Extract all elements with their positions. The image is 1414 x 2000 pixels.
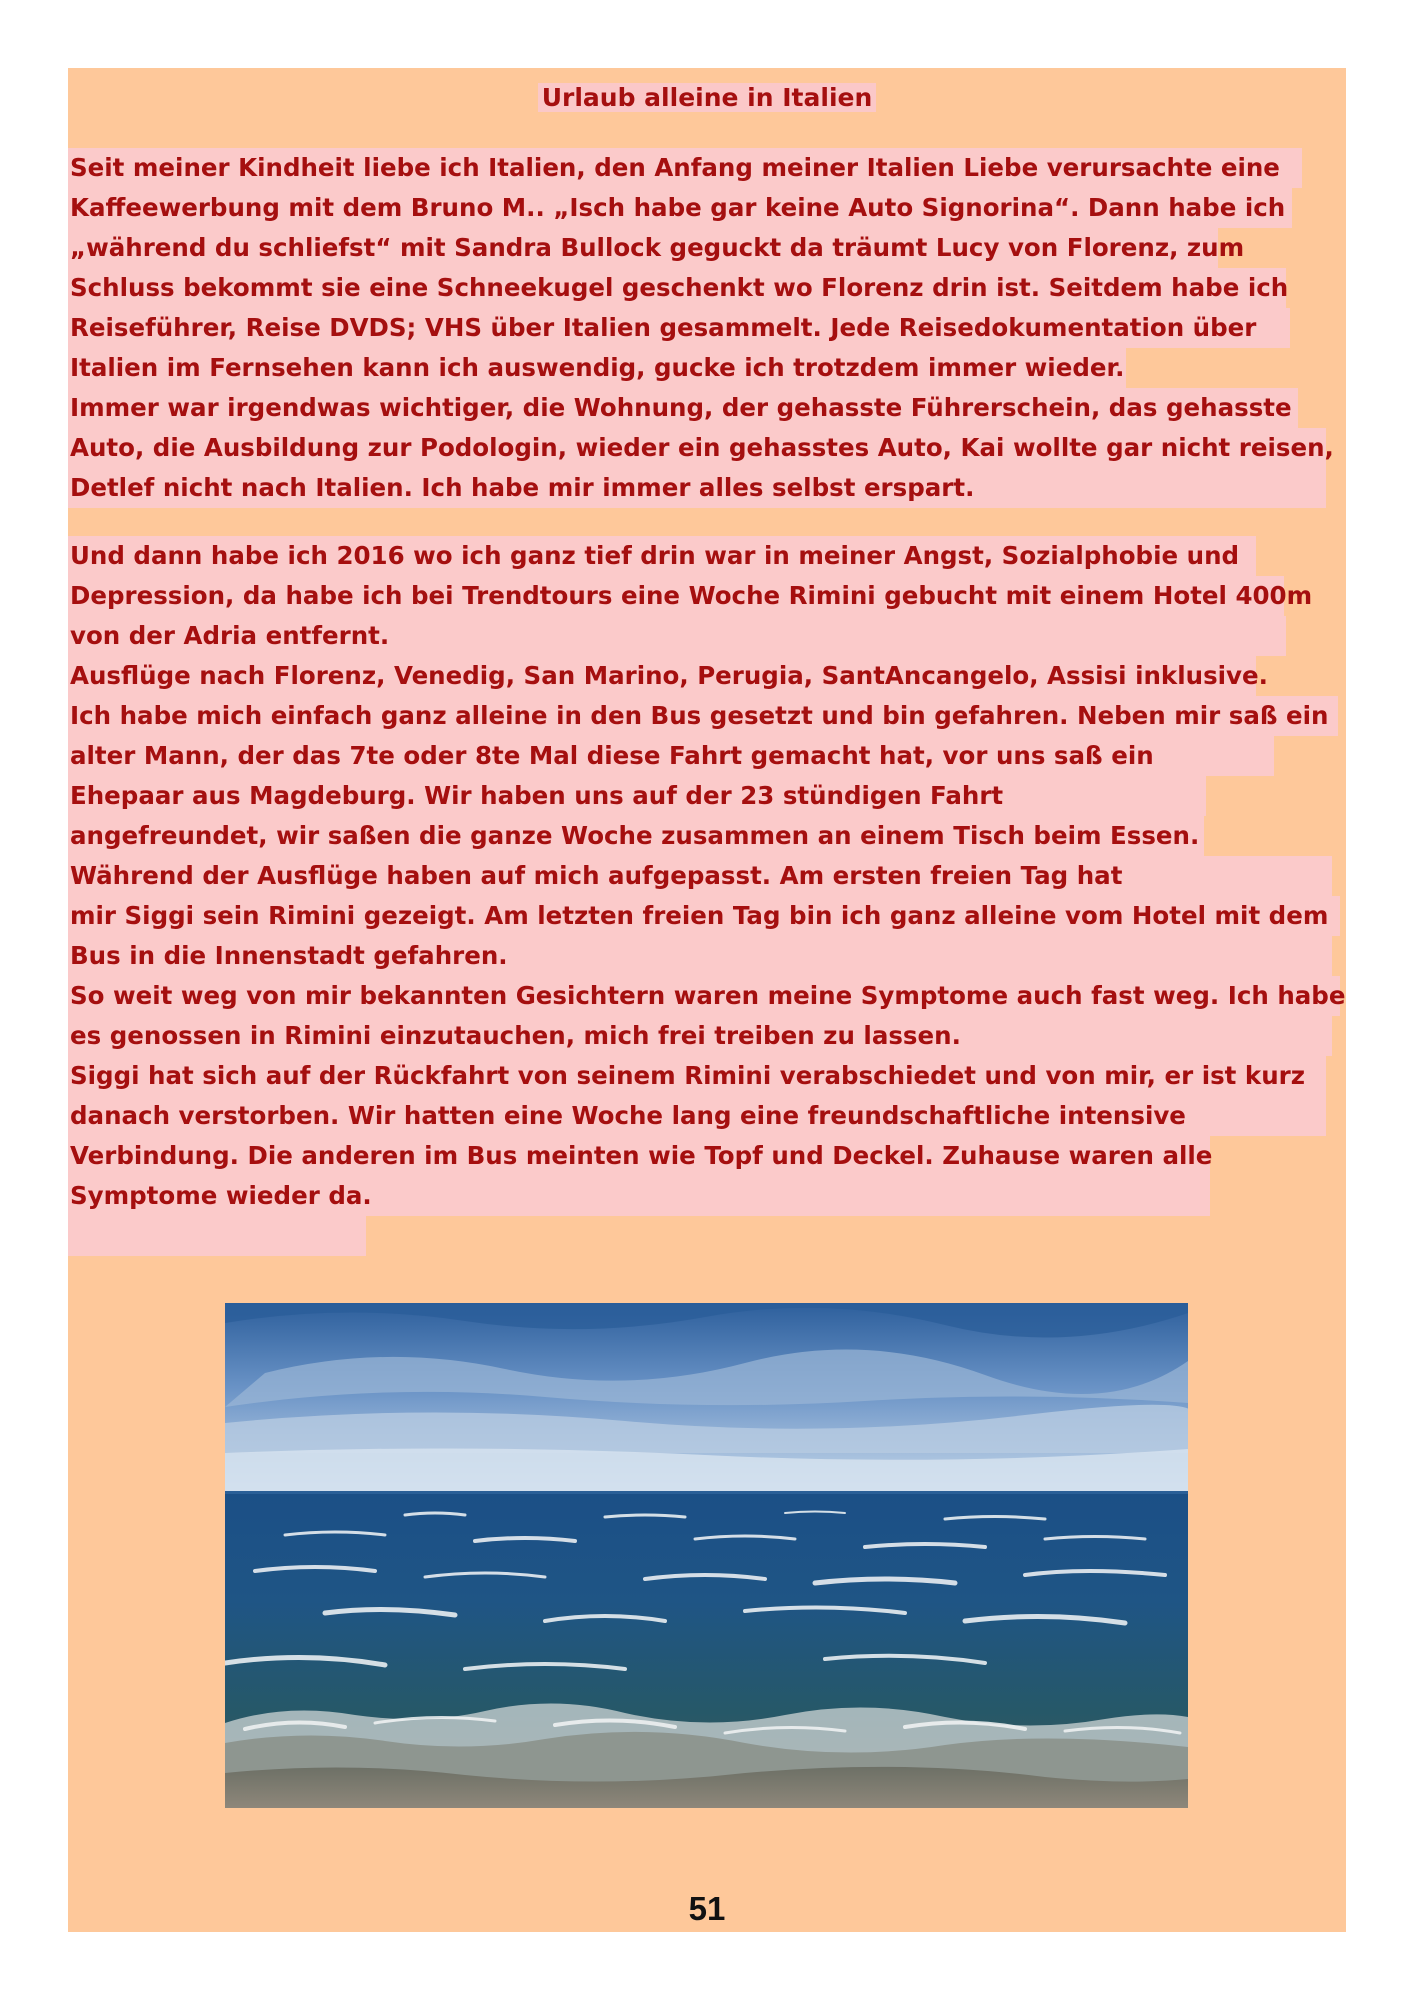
page-number: 51 (688, 1890, 726, 1927)
text-line: mir Siggi sein Rimini gezeigt. Am letzten freien Tag bin ich ganz alleine vom Hotel mit dem (68, 896, 1340, 936)
text-line: Depression, da habe ich bei Trendtours eine Woche Rimini gebucht mit einem Hotel 400m (68, 576, 1284, 616)
text-line: Während der Ausflüge haben auf mich aufgepasst. Am ersten freien Tag hat (68, 856, 1332, 896)
text-line: Ausflüge nach Florenz, Venedig, San Marino, Perugia, SantAncangelo, Assisi inklusive. (68, 656, 1256, 696)
page-title (0, 80, 1414, 116)
page-title-text: Urlaub alleine in Italien (538, 83, 877, 112)
text-line: Schluss bekommt sie eine Schneekugel geschenkt wo Florenz drin ist. Seitdem habe ich (68, 268, 1286, 308)
text-line: danach verstorben. Wir hatten eine Woche lang eine freundschaftliche intensive (68, 1096, 1326, 1136)
text-line: Kaffeewerbung mit dem Bruno M.. „Isch habe gar keine Auto Signorina“. Dann habe ich (68, 188, 1292, 228)
text-line: Immer war irgendwas wichtiger, die Wohnung, der gehasste Führerschein, das gehasste (68, 388, 1298, 428)
text-line: Ehepaar aus Magdeburg. Wir haben uns auf der 23 stündigen Fahrt (68, 776, 1206, 816)
text-line: „während du schliefst“ mit Sandra Bullock geguckt da träumt Lucy von Florenz, zum (68, 228, 1218, 268)
sea-photo (225, 1303, 1188, 1808)
empty-highlight-line (68, 1216, 366, 1256)
text-line: es genossen in Rimini einzutauchen, mich frei treiben zu lassen. (68, 1016, 1332, 1056)
text-line: So weit weg von mir bekannten Gesichtern waren meine Symptome auch fast weg. Ich habe (68, 976, 1340, 1016)
text-line: von der Adria entfernt. (68, 616, 1286, 656)
text-line: Und dann habe ich 2016 wo ich ganz tief drin war in meiner Angst, Sozialphobie und (68, 536, 1256, 576)
text-line: Ich habe mich einfach ganz alleine in den Bus gesetzt und bin gefahren. Neben mir saß ein (68, 696, 1338, 736)
text-line: Seit meiner Kindheit liebe ich Italien, den Anfang meiner Italien Liebe verursachte eine (68, 148, 1302, 188)
text-line: alter Mann, der das 7te oder 8te Mal diese Fahrt gemacht hat, vor uns saß ein (68, 736, 1274, 776)
text-line: Reiseführer, Reise DVDS; VHS über Italien gesammelt. Jede Reisedokumentation über (68, 308, 1290, 348)
text-line: Verbindung. Die anderen im Bus meinten wie Topf und Deckel. Zuhause waren alle (68, 1136, 1210, 1176)
text-line: Bus in die Innenstadt gefahren. (68, 936, 1332, 976)
text-line: Auto, die Ausbildung zur Podologin, wieder ein gehasstes Auto, Kai wollte gar nicht reisen, (68, 428, 1326, 468)
text-line: Symptome wieder da. (68, 1176, 1210, 1216)
text-line: Detlef nicht nach Italien. Ich habe mir immer alles selbst erspart. (68, 468, 1326, 508)
text-line: Italien im Fernsehen kann ich auswendig, gucke ich trotzdem immer wieder. (68, 348, 1126, 388)
text-line: angefreundet, wir saßen die ganze Woche zusammen an einem Tisch beim Essen. (68, 816, 1204, 856)
text-line: Siggi hat sich auf der Rückfahrt von seinem Rimini verabschiedet und von mir, er ist kurz (68, 1056, 1326, 1096)
